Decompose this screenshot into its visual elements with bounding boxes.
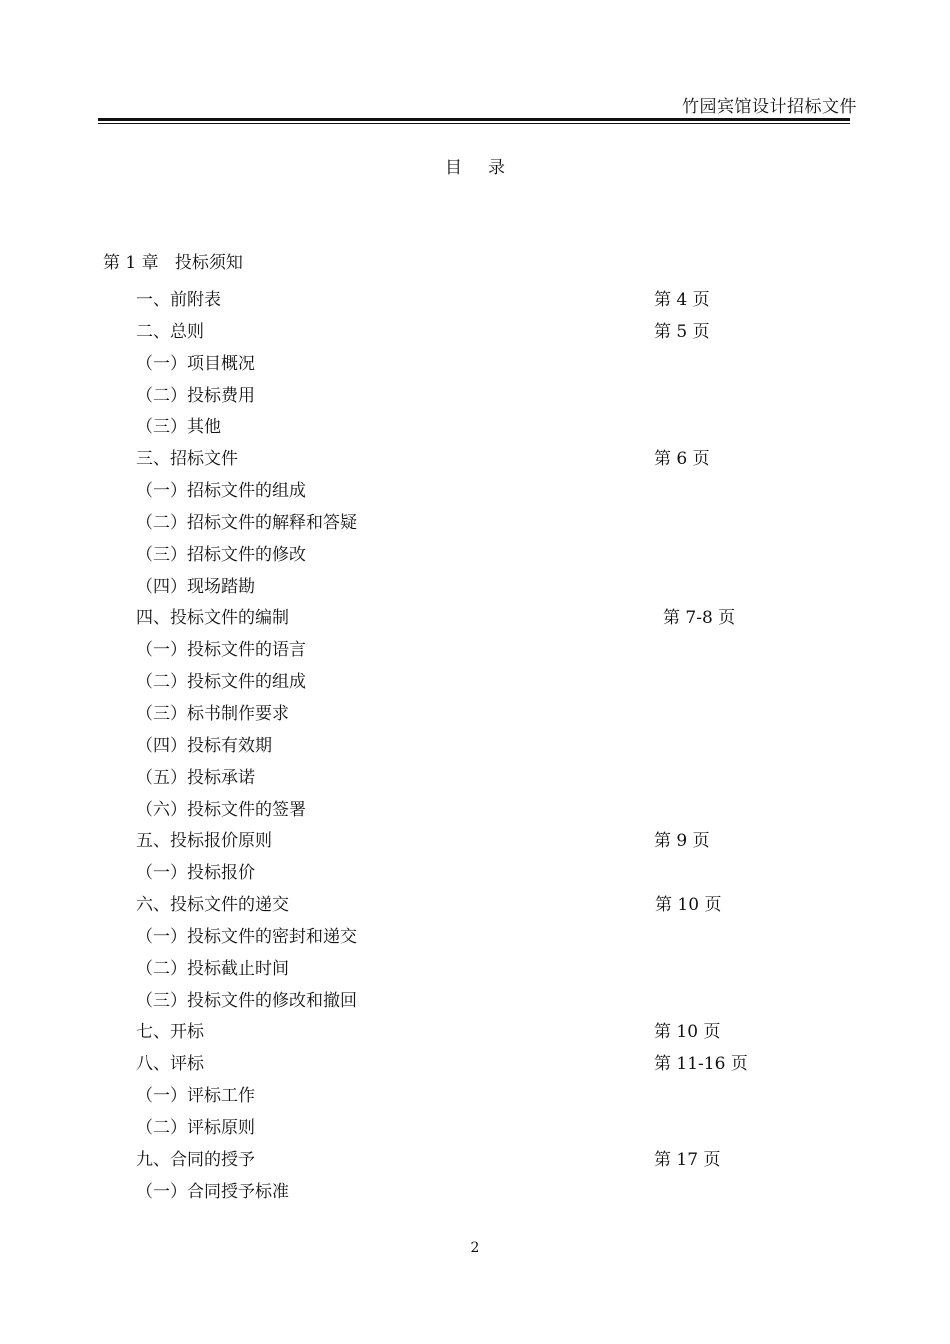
toc-entry-label: 五、投标报价原则 [136, 831, 272, 852]
toc-entry-label: （二）招标文件的解释和答疑 [136, 512, 357, 533]
toc-entry[interactable] [0, 313, 950, 345]
toc-entry-label: 六、投标文件的递交 [136, 895, 289, 916]
toc-entry[interactable] [0, 822, 950, 854]
toc-entry-page: 第 10 页 [654, 1022, 721, 1043]
page-number: 2 [470, 1240, 480, 1256]
toc-entry-label: （二）投标文件的组成 [136, 672, 306, 693]
toc-entry[interactable] [0, 408, 950, 440]
header-rule-thin [98, 123, 850, 124]
toc-entry-label: （二）评标原则 [136, 1117, 255, 1138]
toc-entry-label: （二）投标截止时间 [136, 958, 289, 979]
toc-entry-label: 二、总则 [136, 321, 204, 342]
toc-entry[interactable] [0, 727, 950, 759]
toc-entry-label: （四）投标有效期 [136, 735, 272, 756]
toc-entry-label: 八、评标 [136, 1054, 204, 1075]
toc-entry[interactable] [0, 982, 950, 1014]
toc-entry-label: 九、合同的授予 [136, 1149, 255, 1170]
toc-entry[interactable] [0, 1109, 950, 1141]
toc-chapter-heading: 第 1 章 投标须知 [103, 253, 243, 273]
toc-entry-label: （一）投标文件的语言 [136, 640, 306, 661]
toc-entry[interactable] [0, 950, 950, 982]
toc-entry[interactable] [0, 472, 950, 504]
toc-entry-page: 第 10 页 [655, 895, 722, 916]
toc-entry-label: （一）项目概况 [136, 353, 255, 374]
toc-entry-label: （四）现场踏勘 [136, 576, 255, 597]
toc-entry-label: 三、招标文件 [136, 449, 238, 470]
toc-entry[interactable] [0, 440, 950, 472]
toc-entry-page: 第 6 页 [654, 449, 710, 470]
toc-entry-label: （三）其他 [136, 417, 221, 438]
toc-entry-page: 第 7-8 页 [663, 608, 736, 629]
header-rule-thick [98, 118, 850, 121]
toc-entry[interactable] [0, 663, 950, 695]
toc-entry-label: （三）招标文件的修改 [136, 544, 306, 565]
toc-entry-page: 第 4 页 [654, 290, 710, 310]
toc-entry-label: （三）投标文件的修改和撤回 [136, 990, 357, 1011]
toc-entry-label: （一）招标文件的组成 [136, 481, 306, 502]
toc-entry[interactable] [0, 918, 950, 950]
toc-entry[interactable] [0, 1013, 950, 1045]
toc-entry[interactable] [0, 1045, 950, 1077]
toc-entry-page: 第 5 页 [654, 321, 710, 342]
toc-list [0, 281, 950, 1204]
toc-entry[interactable] [0, 345, 950, 377]
toc-entry[interactable] [0, 504, 950, 536]
toc-entry[interactable] [0, 631, 950, 663]
toc-entry-label: 四、投标文件的编制 [136, 608, 289, 629]
toc-entry-label: （一）投标文件的密封和递交 [136, 926, 357, 947]
toc-entry[interactable] [0, 1173, 950, 1205]
toc-entry-label: （六）投标文件的签署 [136, 799, 306, 820]
toc-entry-label: （一）投标报价 [136, 863, 255, 884]
toc-entry-label: （一）评标工作 [136, 1086, 255, 1107]
toc-entry-label: （三）标书制作要求 [136, 703, 289, 724]
toc-entry[interactable] [0, 854, 950, 886]
document-header-title: 竹园宾馆设计招标文件 [682, 97, 857, 117]
toc-entry[interactable] [0, 281, 950, 313]
toc-entry[interactable] [0, 599, 950, 631]
toc-entry[interactable] [0, 1077, 950, 1109]
toc-title: 目录 [445, 158, 531, 178]
toc-entry-label: （一）合同授予标准 [136, 1181, 289, 1202]
toc-entry[interactable] [0, 791, 950, 823]
toc-entry-page: 第 17 页 [654, 1149, 721, 1170]
toc-entry[interactable] [0, 377, 950, 409]
toc-entry-label: （五）投标承诺 [136, 767, 255, 788]
toc-entry-label: 七、开标 [136, 1022, 204, 1043]
toc-entry[interactable] [0, 568, 950, 600]
toc-entry[interactable] [0, 536, 950, 568]
toc-entry-label: 一、前附表 [136, 290, 221, 310]
toc-entry-label: （二）投标费用 [136, 385, 255, 406]
toc-entry-page: 第 9 页 [654, 831, 710, 852]
toc-entry[interactable] [0, 695, 950, 727]
toc-entry[interactable] [0, 1141, 950, 1173]
toc-entry-page: 第 11-16 页 [654, 1054, 748, 1075]
toc-entry[interactable] [0, 759, 950, 791]
toc-entry[interactable] [0, 886, 950, 918]
